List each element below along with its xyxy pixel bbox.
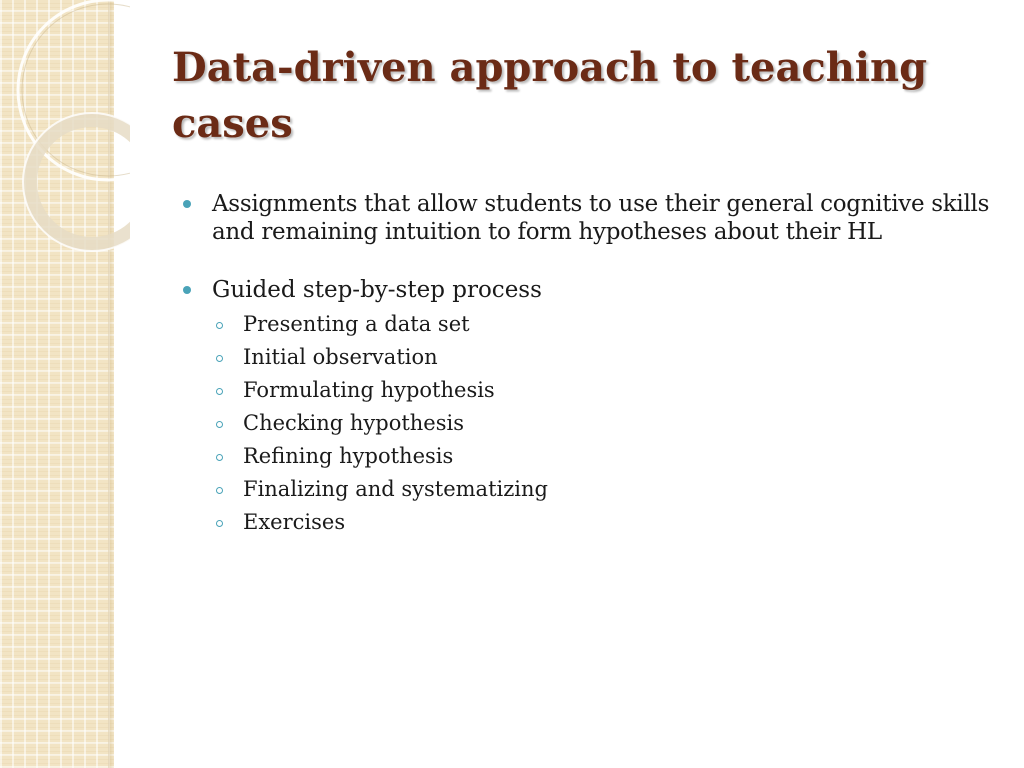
- sub-bullet-text: Finalizing and systematizing: [243, 477, 548, 501]
- sub-bullet-item: [212, 341, 1000, 374]
- sub-bullet-text: Presenting a data set: [243, 312, 470, 336]
- bullet-dot-icon: [183, 286, 191, 294]
- ring-bullet-icon: [216, 454, 223, 461]
- bullet-text: Assignments that allow students to use their general cognitive skills and remaining intuition to form hypotheses about their HL: [212, 191, 990, 245]
- ring-bullet-icon: [216, 388, 223, 395]
- bullet-item: [180, 190, 1000, 246]
- sub-bullet-text: Initial observation: [243, 345, 438, 369]
- slide-content: [180, 190, 1000, 569]
- sub-bullet-item: [212, 407, 1000, 440]
- sub-bullet-text: Formulating hypothesis: [243, 378, 495, 402]
- sub-bullet-list: [212, 308, 1000, 539]
- bullet-item: [180, 276, 1000, 539]
- decorative-circles: [0, 0, 130, 260]
- sub-bullet-text: Refining hypothesis: [243, 444, 454, 468]
- ring-bullet-icon: [216, 355, 223, 362]
- ring-bullet-icon: [216, 322, 223, 329]
- sub-bullet-item: [212, 473, 1000, 506]
- ring-bullet-icon: [216, 421, 223, 428]
- ring-bullet-icon: [216, 487, 223, 494]
- sub-bullet-text: Exercises: [243, 510, 346, 534]
- bullet-text: Guided step-by-step process: [212, 277, 542, 303]
- slide-title: Data-driven approach to teaching cases: [172, 44, 928, 147]
- sub-bullet-item: [212, 308, 1000, 341]
- sub-bullet-text: Checking hypothesis: [243, 411, 465, 435]
- sub-bullet-item: [212, 440, 1000, 473]
- bullet-dot-icon: [183, 200, 191, 208]
- ring-bullet-icon: [216, 520, 223, 527]
- sub-bullet-item: [212, 374, 1000, 407]
- sub-bullet-item: [212, 506, 1000, 539]
